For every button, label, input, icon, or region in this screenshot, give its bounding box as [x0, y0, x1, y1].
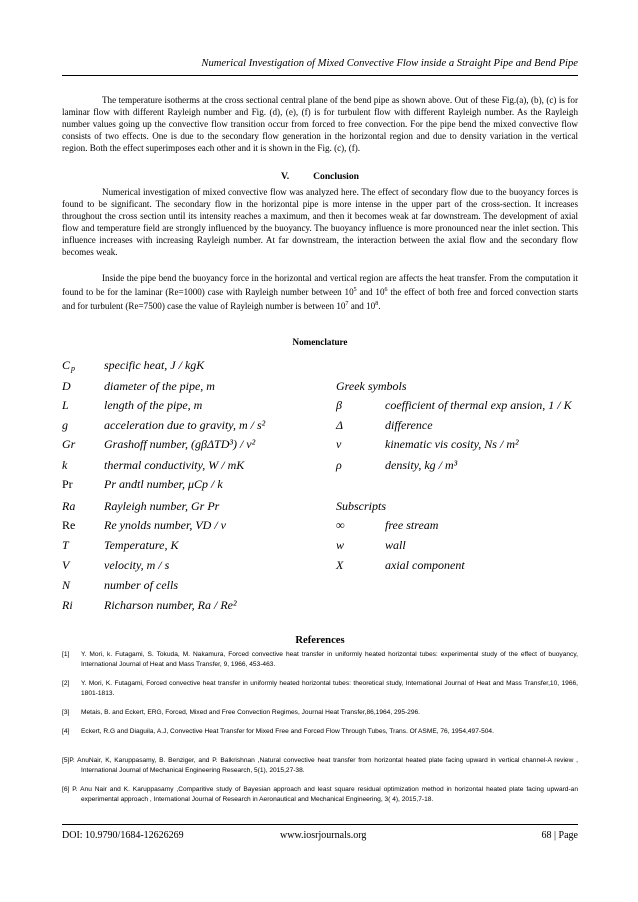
nomenclature-row: [62, 518, 582, 536]
nomenclature-symbol: Gr: [62, 437, 76, 451]
nomenclature-symbol: N: [62, 578, 71, 592]
footer-url: www.iosrjournals.org: [280, 830, 367, 841]
nomenclature-row: [62, 499, 582, 517]
nomenclature-symbol: T: [62, 538, 69, 552]
reference-text: Y. Mori, K. Futagami, Forced convective heat transfer in uniformly heated horizontal tubes: theoretical study, International Journal of Heat and Mass Transfer,10, 1966, 1801-1813.: [81, 680, 578, 697]
greek-symbol: β: [336, 398, 342, 412]
greek-symbol: w: [336, 538, 345, 552]
greek-description: wall: [385, 538, 406, 552]
nomenclature-symbol: C: [62, 358, 71, 372]
footer: [62, 830, 578, 844]
body-paragraph-2: Numerical investigation of mixed convective flow was analyzed here. The effect of secondary flow due to the buoyancy forces is found to be significant. The secondary flow in the horizontal pipe is more intense in the upper part of the cross-section. It increases throughout the cross section until its intensity reaches a maximum, and then it becomes weak at far downstream. The development of axial flow and temperature field are strongly influenced by the buoyancy. The buoyancy influence is more pronounced near the inlet section. This influence increases with increasing Rayleigh number. At far downstream, the interaction between the axial flow and the secondary flow becomes weak.: [62, 187, 578, 258]
reference-item: [62, 785, 578, 804]
references-heading: References: [295, 635, 345, 646]
nomenclature-symbol: k: [62, 458, 68, 472]
nomenclature-description: Temperature, K: [104, 538, 179, 552]
nomenclature-row: [62, 538, 582, 556]
nomenclature-description: length of the pipe, m: [104, 398, 203, 412]
body-paragraph-3: Inside the pipe bend the buoyancy force in the horizontal and vertical region are affects the heat transfer. From the computation it found to be for the laminar (Re=1000) case with Rayleigh number between $10^5$ and $10^6$ the effect of both free and forced convection starts and for turbulent (Re=7500) case the value of Rayleigh number is between $10^7$ and $10^8$.: [62, 273, 578, 312]
nomenclature-description: Grashoff number, (gβΔTD³) / ν²: [104, 437, 256, 451]
reference-text: Eckert, R.G and Diaguila, A.J, Convective Heat Transfer for Mixed Free and Forced Flow Through Tubes, Trans. Of ASME, 76, 1954,497-504.: [81, 728, 494, 735]
nomenclature-symbol: L: [62, 398, 69, 412]
nomenclature-row: [62, 558, 582, 576]
greek-description: free stream: [385, 518, 439, 532]
reference-text: Y. Mori, k. Futagami, S. Tokuda, M. Nakamura, Forced convective heat transfer in uniformly heated horizontal tubes: experimental study of the effect of buoyancy, International Journal of Heat and Mass Transfer, 9, 1966, 453-463.: [81, 651, 578, 668]
footer-doi: DOI: 10.9790/1684-12626269: [62, 830, 184, 841]
nomenclature-row: [62, 418, 582, 436]
nomenclature-row: [62, 477, 582, 495]
running-header: Numerical Investigation of Mixed Convective Flow inside a Straight Pipe and Bend Pipe: [201, 58, 578, 69]
nomenclature-row: [62, 358, 582, 376]
section-heading: [62, 171, 578, 182]
nomenclature-subheading: Greek symbols: [336, 379, 407, 393]
reference-text: [5]P. AnuNair, K, Karuppasamy, B. Benziger, and P. Balkrishnan ,Natural convective heat transfer from horizontal heated plate facing upward in vertical channel-A review , International Journal of Mechanical Engineering Research, 5(1), 2015,27-38.: [62, 757, 578, 774]
greek-symbol: ∞: [336, 518, 345, 532]
greek-symbol: ν: [336, 437, 342, 451]
nomenclature-symbol: D: [62, 379, 71, 393]
nomenclature-description: Pr andtl number, μCp / k: [104, 477, 223, 491]
nomenclature-description: velocity, m / s: [104, 558, 170, 572]
greek-symbol: ρ: [336, 458, 342, 472]
reference-number: [2]: [62, 680, 70, 687]
reference-item: [62, 727, 578, 737]
section-number: V.: [281, 171, 290, 182]
reference-number: [4]: [62, 728, 70, 735]
greek-symbol: X: [336, 558, 344, 572]
greek-description: kinematic vis cosity, Ns / m²: [385, 437, 519, 451]
greek-description: density, kg / m³: [385, 458, 458, 472]
reference-item: [62, 679, 578, 698]
reference-number: [1]: [62, 651, 70, 658]
nomenclature-symbol: V: [62, 558, 70, 572]
greek-description: axial component: [385, 558, 465, 572]
footer-page: 68 | Page: [541, 830, 578, 841]
nomenclature-subscript: p: [71, 364, 75, 373]
nomenclature-symbol: Ra: [62, 499, 76, 513]
reference-item: [62, 756, 578, 775]
nomenclature-row: [62, 437, 582, 455]
greek-description: difference: [385, 418, 433, 432]
footer-rule: [62, 824, 578, 825]
nomenclature-description: number of cells: [104, 578, 178, 592]
nomenclature-description: Richarson number, Ra / Re²: [104, 598, 237, 612]
nomenclature-description: diameter of the pipe, m: [104, 379, 215, 393]
reference-number: [3]: [62, 709, 70, 716]
nomenclature-subheading: Subscripts: [336, 499, 387, 513]
nomenclature-symbol: Pr: [62, 477, 73, 491]
nomenclature-description: specific heat, J / kgK: [104, 358, 205, 372]
nomenclature-row: [62, 578, 582, 596]
nomenclature-description: thermal conductivity, W / mK: [104, 458, 245, 472]
nomenclature-row: [62, 598, 582, 616]
nomenclature-description: Rayleigh number, Gr Pr: [104, 499, 220, 513]
reference-text: [6] P. Anu Nair and K. Karuppasamy ,Comparitive study of Bayesian approach and least square residual optimization method in horizontal heated plate facing upward-an experimental approach , International Journal of Research in Aeronautical and Mechanical Engineering, 3( 4), 2015,7-18.: [62, 786, 578, 803]
reference-text: Metais, B. and Eckert, ERG, Forced, Mixed and Free Convection Regimes, Journal Heat Transfer,86,1964, 295-296.: [81, 709, 421, 716]
nomenclature-symbol: g: [62, 418, 68, 432]
nomenclature-symbol: Ri: [62, 598, 73, 612]
reference-item: [62, 708, 578, 718]
reference-item: [62, 650, 578, 669]
body-paragraph-1: The temperature isotherms at the cross sectional central plane of the bend pipe as shown above. Out of these Fig.(a), (b), (c) is for laminar flow with different Rayleigh number and Fig. (d), (e), (f) is for turbulent flow with different Rayleigh number. As the Rayleigh number values going up the convective flow transition occur from forced to free convection. For the pipe bend the mixed convective flow consists of two effects. One is due to the secondary flow generation in the horizontal region and due to density variation in the vertical region. Both the effect superimposes each other and it is shown in the Fig. (c), (f).: [62, 95, 578, 154]
nomenclature-description: Re ynolds number, VD / ν: [104, 518, 226, 532]
nomenclature-row: [62, 379, 582, 397]
greek-symbol: Δ: [336, 418, 344, 432]
nomenclature-heading: Nomenclature: [292, 337, 348, 347]
nomenclature-row: [62, 398, 582, 416]
greek-description: coefficient of thermal exp ansion, 1 / K: [385, 398, 572, 412]
header-rule: [62, 75, 578, 76]
nomenclature-symbol: Re: [62, 518, 76, 532]
section-title: Conclusion: [313, 171, 359, 182]
nomenclature-description: acceleration due to gravity, m / s²: [104, 418, 266, 432]
nomenclature-row: [62, 458, 582, 476]
